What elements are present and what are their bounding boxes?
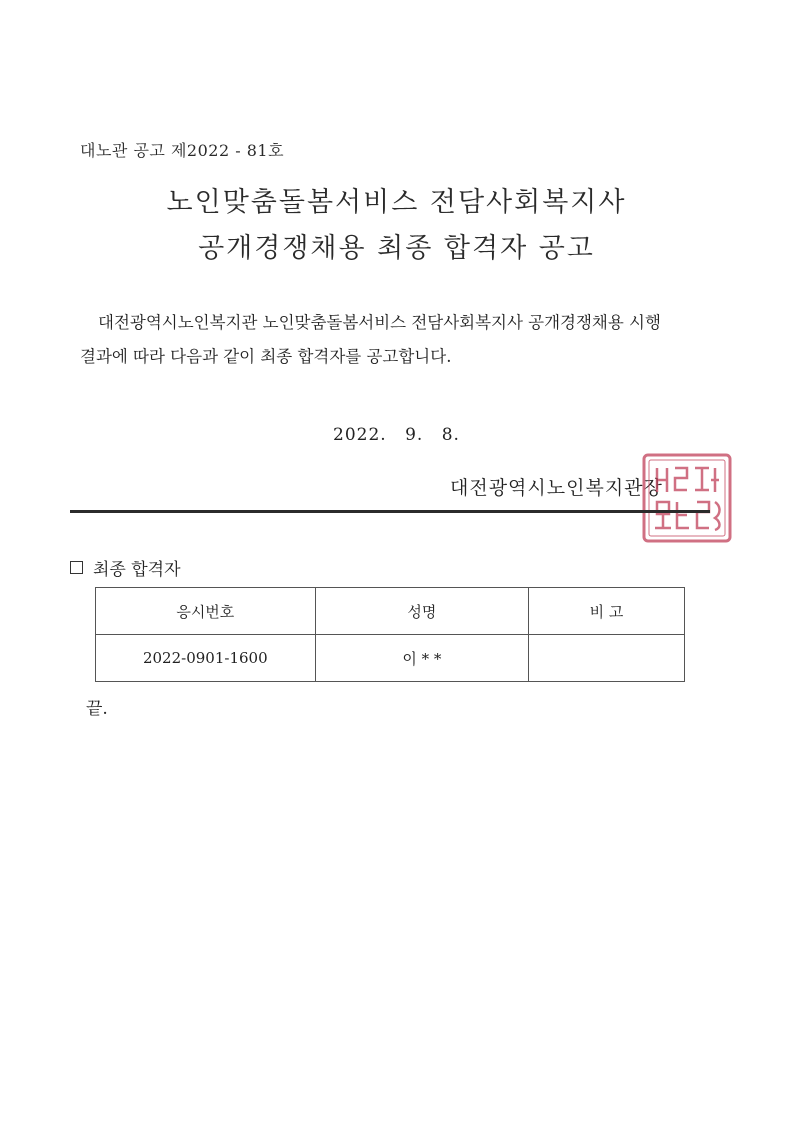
official-seal-icon <box>641 452 733 544</box>
title-block <box>0 180 793 272</box>
intro-line-1-text: 대전광역시노인복지관 노인맞춤돌봄서비스 전담사회복지사 공개경쟁채용 시행 <box>98 313 661 332</box>
cell-name: 이 * * <box>315 635 528 682</box>
header-remarks: 비 고 <box>529 588 685 635</box>
document-number: 대노관 공고 제2022 - 81호 <box>80 141 285 160</box>
announcement-date <box>0 425 793 445</box>
title-line-1: 노인맞춤돌봄서비스 전담사회복지사 <box>166 187 627 218</box>
date-day: 8. <box>441 425 460 445</box>
cell-applicant-number: 2022-0901-1600 <box>96 635 316 682</box>
section-heading <box>70 555 181 580</box>
section-heading-text: 최종 합격자 <box>93 560 181 580</box>
header-divider <box>70 510 710 513</box>
title-line-2: 공개경쟁채용 최종 합격자 공고 <box>198 233 595 264</box>
results-table <box>95 587 685 682</box>
end-mark: 끝. <box>86 699 108 719</box>
date-month: 9. <box>405 425 424 445</box>
table-row <box>96 635 685 682</box>
intro-paragraph <box>80 306 730 374</box>
header-name: 성명 <box>315 588 528 635</box>
issuer-name: 대전광역시노인복지관장 <box>450 477 663 499</box>
cell-remarks <box>529 635 685 682</box>
table-header-row <box>96 588 685 635</box>
date-year: 2022. <box>333 425 387 445</box>
header-applicant-number: 응시번호 <box>96 588 316 635</box>
intro-line-2: 결과에 따라 다음과 같이 최종 합격자를 공고합니다. <box>80 347 452 366</box>
intro-line-1 <box>80 306 730 340</box>
checkbox-bullet-icon <box>70 561 83 574</box>
